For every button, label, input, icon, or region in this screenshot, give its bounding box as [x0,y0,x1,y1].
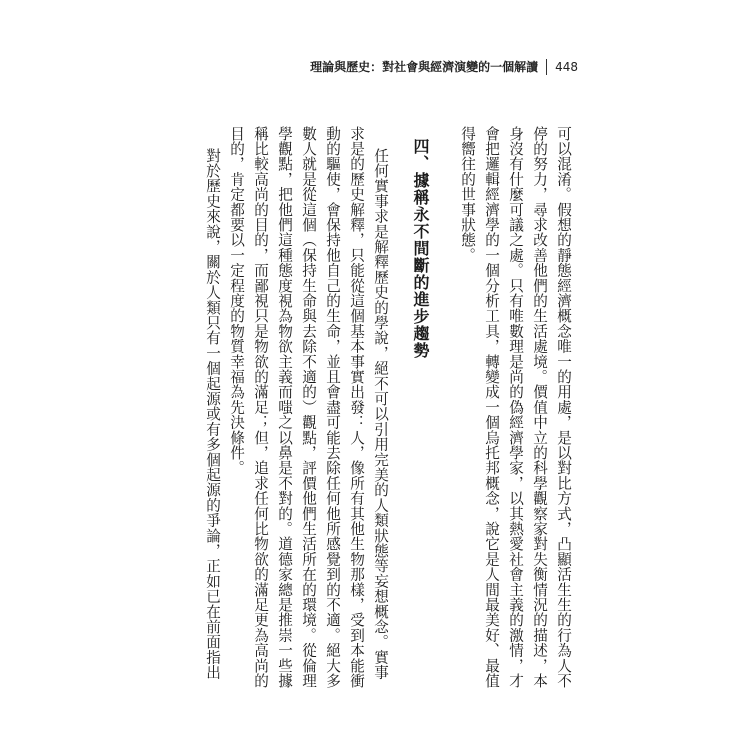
page-number: 448 [555,59,578,74]
text-column: 求是的歷史解釋，只能從這個基本事實出發：人，像所有其他生物那樣，受到本能衝 [348,126,365,689]
text-column: 停的努力，尋求改善他們的生活處境。價值中立的科學觀察家對失衡情況的描述，本 [531,126,548,689]
text-column: 得嚮往的世事狀態。 [459,126,476,263]
text-column: 會把邏輯經濟學的一個分析工具，轉變成一個烏托邦概念，說它是人間最美好、最值 [483,126,500,689]
running-head [310,58,578,75]
text-column: 數人就是從這個（保持生命與去除不適的）觀點，評價他們生活所在的環境。從倫理 [300,126,317,689]
section-heading: 四、據稱永不間斷的進步趨勢 [411,138,430,359]
text-column: 學觀點，把他們這種態度視為物欲主義而嗤之以鼻是不對的。道德家總是推崇一些據 [276,126,293,689]
text-column: 目的，肯定都要以一定程度的物質幸福為先決條件。 [228,126,245,476]
book-title: 理論與歷史：對社會與經濟演變的一個解讀 [310,60,539,74]
header-divider [546,59,547,75]
text-column: 稱比較高尚的目的，而鄙視只是物欲的滿足；但，追求任何比物欲的滿足更為高尚的 [252,126,269,689]
text-column: 可以混淆。假想的靜態經濟概念唯一的用處，是以對比方式，凸顯活生生的行為人不 [555,126,572,689]
text-column: 身沒有什麼可議之處。只有唯數理是尚的偽經濟學家，以其熱愛社會主義的激情，才 [507,126,524,689]
text-column: 對於歷史來說，關於人類只有一個起源或有多個起源的爭論，正如已在前面指出 [204,148,221,680]
text-column: 動的驅使，會保持他自己的生命，並且會盡可能去除任何他所感覺到的不適。絕大多 [324,126,341,689]
text-column: 任何實事求是解釋歷史的學說，絕不可以引用完美的人類狀態等妄想概念。實事 [372,148,389,680]
